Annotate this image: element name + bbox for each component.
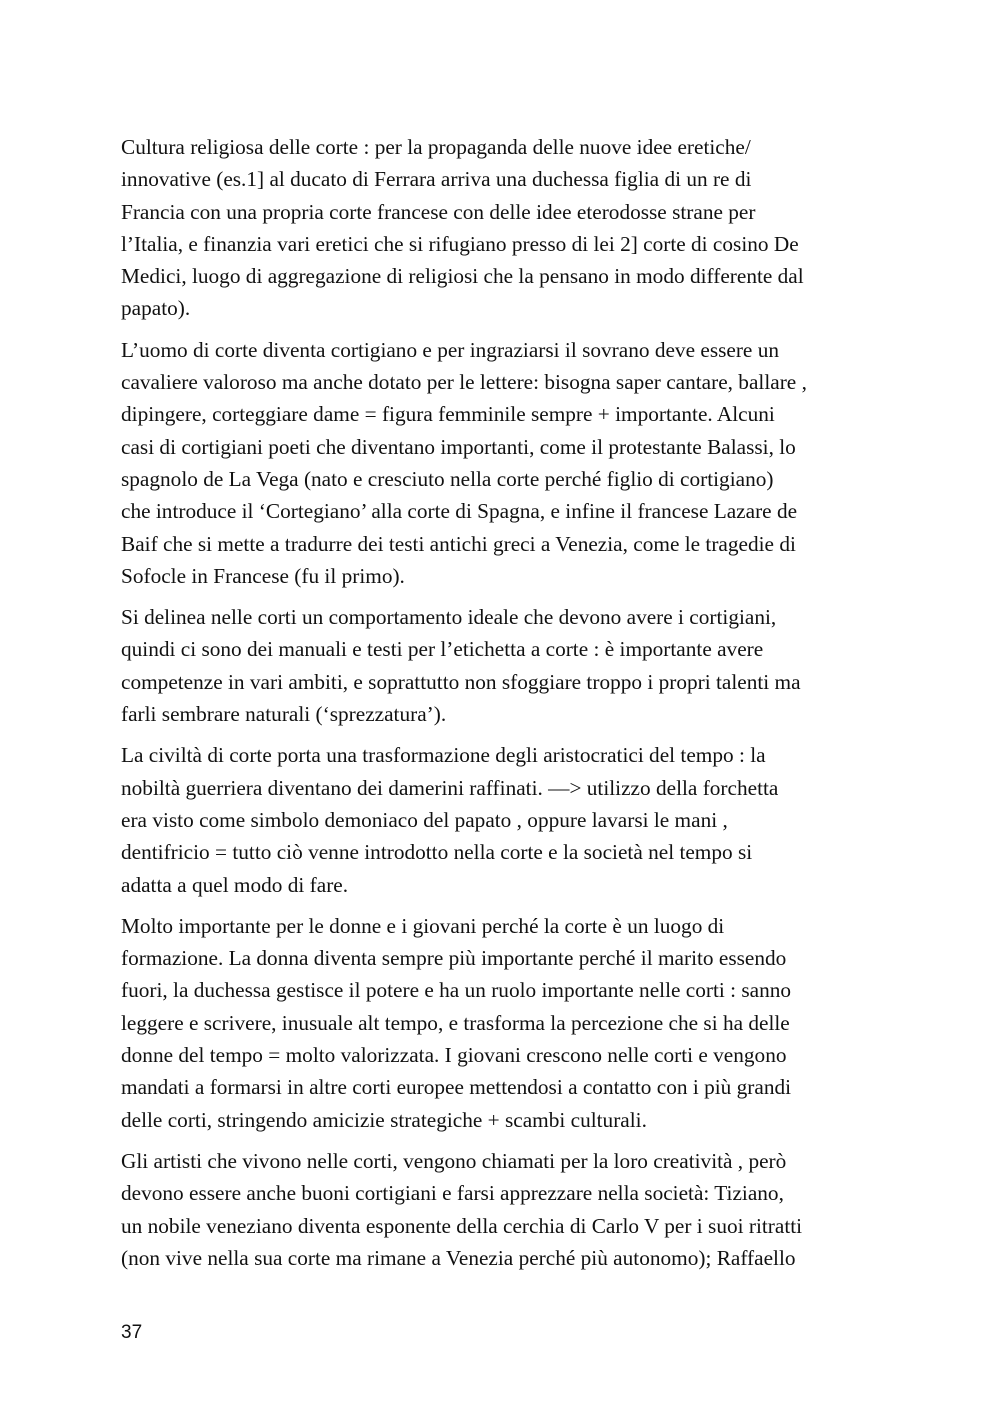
text-line: donne del tempo = molto valorizzata. I giovani crescono nelle corti e vengono <box>121 1043 787 1068</box>
text-line: un nobile veneziano diventa esponente della cerchia di Carlo V per i suoi ritratti <box>121 1213 803 1238</box>
text-line: Medici, luogo di aggregazione di religiosi che la pensano in modo differente dal <box>121 264 804 289</box>
text-line: fuori, la duchessa gestisce il potere e ha un ruolo importante nelle corti : sanno <box>121 978 792 1003</box>
paragraph-religious-culture <box>121 131 885 325</box>
text-line: devono essere anche buoni cortigiani e farsi apprezzare nella società: Tiziano, <box>121 1181 784 1206</box>
text-line: papato). <box>121 296 191 321</box>
text-line: dentifricio = tutto ciò venne introdotto nella corte e la società nel tempo si <box>121 840 753 865</box>
text-line: Gli artisti che vivono nelle corti, vengono chiamati per la loro creatività , però <box>121 1148 787 1173</box>
text-line: che introduce il ‘Cortegiano’ alla corte di Spagna, e infine il francese Lazare de <box>121 499 798 524</box>
text-line: La civiltà di corte porta una trasformazione degli aristocratici del tempo : la <box>121 743 766 768</box>
text-line: Francia con una propria corte francese con delle idee eterodosse strane per <box>121 199 756 224</box>
text-line: farli sembrare naturali (‘sprezzatura’). <box>121 702 447 727</box>
text-line: nobiltà guerriera diventano dei damerini raffinati. —> utilizzo della forchetta <box>121 775 779 800</box>
paragraph-courtier <box>121 334 885 592</box>
text-line: formazione. La donna diventa sempre più importante perché il marito essendo <box>121 946 787 971</box>
body-text <box>121 131 885 1283</box>
paragraph-women-youth <box>121 910 885 1136</box>
paragraph-ideal-behaviour <box>121 601 885 730</box>
paragraph-court-civilization <box>121 739 885 900</box>
text-line: era visto come simbolo demoniaco del papato , oppure lavarsi le mani , <box>121 807 728 832</box>
text-line: cavaliere valoroso ma anche dotato per le lettere: bisogna saper cantare, ballare , <box>121 370 807 395</box>
text-line: spagnolo de La Vega (nato e cresciuto nella corte perché figlio di cortigiano) <box>121 466 774 491</box>
text-line: innovative (es.1] al ducato di Ferrara arriva una duchessa figlia di un re di <box>121 167 752 192</box>
text-line: Cultura religiosa delle corte : per la propaganda delle nuove idee eretiche/ <box>121 135 751 159</box>
text-line: l’Italia, e finanzia vari eretici che si rifugiano presso di lei 2] corte di cosino De <box>121 231 799 256</box>
text-line: casi di cortigiani poeti che diventano importanti, come il protestante Balassi, lo <box>121 434 796 459</box>
text-line: Baif che si mette a tradurre dei testi antichi greci a Venezia, come le tragedie di <box>121 531 796 556</box>
text-line: Molto importante per le donne e i giovani perché la corte è un luogo di <box>121 913 725 938</box>
text-line: delle corti, stringendo amicizie strategiche + scambi culturali. <box>121 1107 647 1132</box>
text-line: Sofocle in Francese (fu il primo). <box>121 563 405 588</box>
text-line: adatta a quel modo di fare. <box>121 872 349 897</box>
text-line: dipingere, corteggiare dame = figura femminile sempre + importante. Alcuni <box>121 402 775 427</box>
text-line: leggere e scrivere, inusuale alt tempo, e trasforma la percezione che si ha delle <box>121 1010 790 1035</box>
paragraph-artists <box>121 1145 885 1274</box>
text-line: competenze in vari ambiti, e soprattutto non sfoggiare troppo i propri talenti ma <box>121 669 801 694</box>
page-number: 37 <box>121 1322 143 1343</box>
text-line: quindi ci sono dei manuali e testi per l’etichetta a corte : è importante avere <box>121 637 764 662</box>
text-line: L’uomo di corte diventa cortigiano e per ingraziarsi il sovrano deve essere un <box>121 337 780 362</box>
text-line: mandati a formarsi in altre corti europee mettendosi a contatto con i più grandi <box>121 1075 792 1100</box>
text-line: Si delinea nelle corti un comportamento ideale che devono avere i cortigiani, <box>121 605 777 630</box>
text-line: (non vive nella sua corte ma rimane a Venezia perché più autonomo); Raffaello <box>121 1245 796 1270</box>
